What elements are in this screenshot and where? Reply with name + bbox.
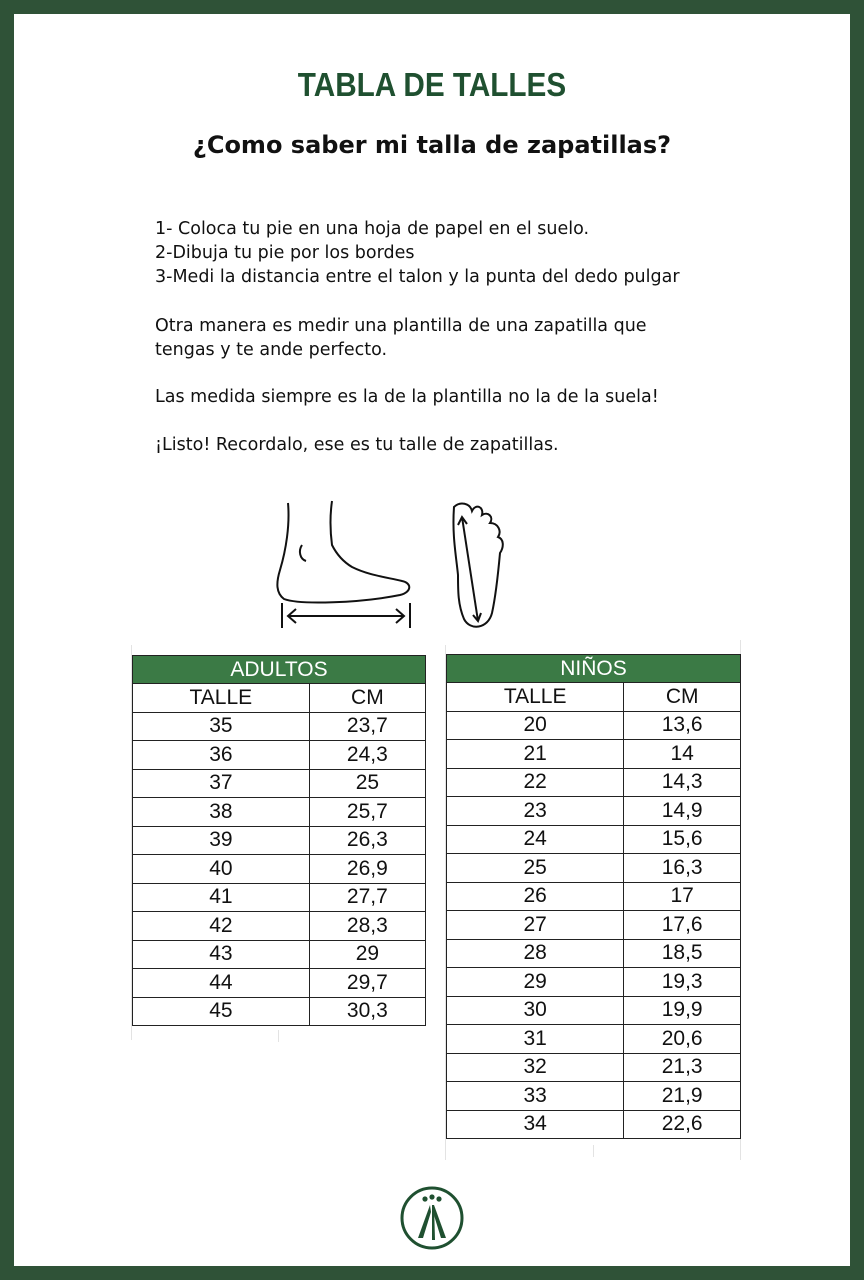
talle-cell: 24: [447, 825, 624, 854]
cm-cell: 25: [309, 769, 425, 798]
cm-cell: 28,3: [309, 912, 425, 941]
table-row: [447, 1053, 741, 1082]
page-title: TABLA DE TALLES: [297, 66, 567, 103]
cm-cell: 30,3: [309, 997, 425, 1026]
adultos-table-title: ADULTOS: [133, 656, 426, 684]
cm-cell: 19,3: [624, 968, 741, 997]
cm-cell: 25,7: [309, 798, 425, 827]
ninos-size-table: [446, 654, 741, 1139]
talle-cell: 40: [133, 855, 310, 884]
cm-cell: 14: [624, 740, 741, 769]
table-row: [133, 912, 426, 941]
table-row: [447, 797, 741, 826]
talle-cell: 31: [447, 1025, 624, 1054]
talle-cell: 34: [447, 1110, 624, 1139]
instruction-note: Las medida siempre es la de la plantilla no la de la suela!: [155, 387, 659, 407]
instruction-alt-line-2: tengas y te ande perfecto.: [155, 340, 388, 360]
instruction-alt-line-1: Otra manera es medir una plantilla de una zapatilla que: [155, 316, 647, 336]
talle-cell: 26: [447, 882, 624, 911]
talle-cell: 23: [447, 797, 624, 826]
instruction-closing: ¡Listo! Recordalo, ese es tu talle de zapatillas.: [155, 435, 559, 455]
talle-cell: 37: [133, 769, 310, 798]
adultos-header-cm: CM: [309, 684, 425, 713]
table-row: [133, 883, 426, 912]
cm-cell: 24,3: [309, 741, 425, 770]
cm-cell: 27,7: [309, 883, 425, 912]
adultos-header-talle: TALLE: [133, 684, 310, 713]
instruction-step-2: 2-Dibuja tu pie por los bordes: [155, 243, 415, 263]
table-row: [447, 740, 741, 769]
cm-cell: 17: [624, 882, 741, 911]
table-row: [447, 911, 741, 940]
cm-cell: 29,7: [309, 969, 425, 998]
table-row: [447, 854, 741, 883]
talle-cell: 44: [133, 969, 310, 998]
table-row: [447, 1025, 741, 1054]
table-row: [447, 768, 741, 797]
adultos-size-table: [132, 655, 426, 1026]
cm-cell: 15,6: [624, 825, 741, 854]
talle-cell: 39: [133, 826, 310, 855]
instruction-step-3: 3-Medi la distancia entre el talon y la punta del dedo pulgar: [155, 267, 680, 287]
table-row: [133, 969, 426, 998]
ninos-table-title: NIÑOS: [447, 655, 741, 683]
table-row: [133, 741, 426, 770]
talle-cell: 36: [133, 741, 310, 770]
cm-cell: 17,6: [624, 911, 741, 940]
talle-cell: 42: [133, 912, 310, 941]
table-row: [133, 769, 426, 798]
brand-logo-icon: [400, 1186, 464, 1250]
talle-cell: 43: [133, 940, 310, 969]
cm-cell: 18,5: [624, 939, 741, 968]
foot-measure-illustration: [270, 495, 520, 635]
cm-cell: 21,3: [624, 1053, 741, 1082]
cm-cell: 21,9: [624, 1082, 741, 1111]
cm-cell: 16,3: [624, 854, 741, 883]
cm-cell: 29: [309, 940, 425, 969]
cm-cell: 13,6: [624, 711, 741, 740]
talle-cell: 41: [133, 883, 310, 912]
ninos-header-cm: CM: [624, 683, 741, 712]
table-row: [133, 826, 426, 855]
talle-cell: 32: [447, 1053, 624, 1082]
talle-cell: 28: [447, 939, 624, 968]
cm-cell: 20,6: [624, 1025, 741, 1054]
cm-cell: 26,9: [309, 855, 425, 884]
table-row: [447, 711, 741, 740]
table-row: [447, 1110, 741, 1139]
cm-cell: 23,7: [309, 712, 425, 741]
foot-side-icon: [277, 501, 410, 628]
page-subtitle: ¿Como saber mi talla de zapatillas?: [192, 131, 672, 159]
table-row: [447, 968, 741, 997]
talle-cell: 33: [447, 1082, 624, 1111]
talle-cell: 38: [133, 798, 310, 827]
table-row: [133, 997, 426, 1026]
table-row: [447, 996, 741, 1025]
cm-cell: 26,3: [309, 826, 425, 855]
table-row: [447, 825, 741, 854]
table-row: [133, 940, 426, 969]
ninos-header-talle: TALLE: [447, 683, 624, 712]
cm-cell: 22,6: [624, 1110, 741, 1139]
table-row: [447, 1082, 741, 1111]
table-row: [447, 939, 741, 968]
instruction-step-1: 1- Coloca tu pie en una hoja de papel en el suelo.: [155, 219, 590, 239]
cm-cell: 19,9: [624, 996, 741, 1025]
talle-cell: 22: [447, 768, 624, 797]
table-row: [133, 798, 426, 827]
talle-cell: 45: [133, 997, 310, 1026]
cm-cell: 14,9: [624, 797, 741, 826]
table-row: [447, 882, 741, 911]
talle-cell: 20: [447, 711, 624, 740]
cm-cell: 14,3: [624, 768, 741, 797]
table-row: [133, 855, 426, 884]
talle-cell: 30: [447, 996, 624, 1025]
talle-cell: 27: [447, 911, 624, 940]
talle-cell: 29: [447, 968, 624, 997]
table-row: [133, 712, 426, 741]
talle-cell: 21: [447, 740, 624, 769]
talle-cell: 35: [133, 712, 310, 741]
foot-sole-icon: [453, 504, 502, 627]
talle-cell: 25: [447, 854, 624, 883]
